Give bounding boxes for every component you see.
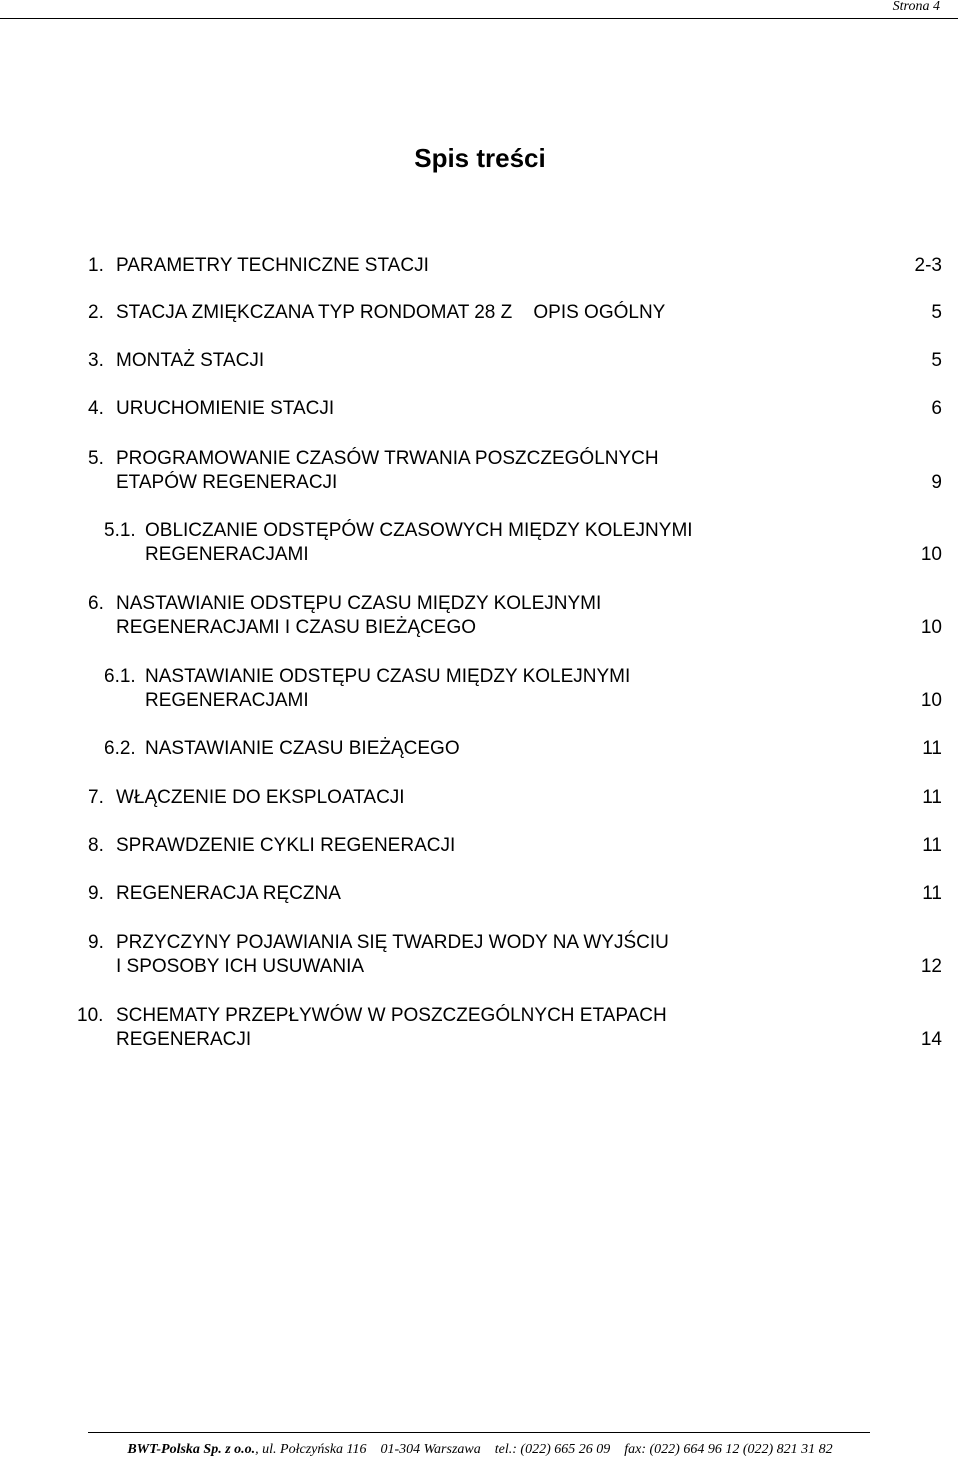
- toc-entry-title-line: SPRAWDZENIE CYKLI REGENERACJI: [116, 835, 456, 856]
- toc-entry-title-line: URUCHOMIENIE STACJI: [116, 398, 335, 419]
- toc-entry-page: 6: [931, 398, 942, 419]
- page-number-label: Strona 4: [892, 0, 940, 14]
- toc-entry-title-line: REGENERACJAMI: [145, 690, 309, 711]
- footer-company: BWT-Polska Sp. z o.o.: [127, 1442, 256, 1457]
- toc-entry-title: [116, 786, 405, 810]
- toc-entry-page: 11: [922, 883, 942, 904]
- toc-entry-page: 12: [920, 956, 942, 977]
- toc-entry-number: 5.: [88, 448, 104, 469]
- toc-entry-title-line: REGENERACJA RĘCZNA: [116, 883, 341, 904]
- toc-entry-title-line: NASTAWIANIE CZASU BIEŻĄCEGO: [145, 738, 460, 759]
- header-rule: [0, 18, 958, 19]
- toc-entry-title-line: I SPOSOBY ICH USUWANIA: [116, 956, 365, 977]
- toc-entry-title: [116, 882, 341, 906]
- toc-entry-title-line: ETAPÓW REGENERACJI: [116, 472, 338, 493]
- toc-entry-title-line: REGENERACJI: [116, 1029, 252, 1050]
- toc-entry-title-line: OBLICZANIE ODSTĘPÓW CZASOWYCH MIĘDZY KOLEJNYMI: [145, 520, 693, 541]
- toc-entry-number: 6.2.: [104, 738, 136, 759]
- toc-entry-page: 14: [920, 1029, 942, 1050]
- toc-entry-title: [116, 447, 659, 495]
- toc-entry-page: 10: [920, 690, 942, 711]
- toc-entry-title: [116, 931, 669, 979]
- toc-entry-number: 4.: [88, 398, 104, 419]
- toc-entry-title-line: PROGRAMOWANIE CZASÓW TRWANIA POSZCZEGÓLNYCH: [116, 448, 659, 469]
- footer-city: 01-304 Warszawa: [380, 1442, 481, 1457]
- toc-entry-number: 6.1.: [104, 666, 136, 687]
- toc-entry-title-line: STACJA ZMIĘKCZANA TYP RONDOMAT 28 Z OPIS OGÓLNY: [116, 302, 666, 323]
- toc-entry-number: 7.: [88, 787, 104, 808]
- page-title: Spis treści: [414, 143, 546, 173]
- toc-entry-title: [145, 737, 460, 761]
- toc-entry-number: 5.1.: [104, 520, 136, 541]
- toc-entry-page: 2-3: [914, 255, 942, 276]
- toc-entry-number: 9.: [88, 932, 104, 953]
- toc-entry-title-line: PRZYCZYNY POJAWIANIA SIĘ TWARDEJ WODY NA WYJŚCIU: [116, 932, 669, 953]
- footer: [0, 1441, 960, 1459]
- footer-rule: [88, 1432, 870, 1433]
- toc-entry-title: [116, 834, 455, 858]
- toc-entry-page: 9: [931, 472, 942, 493]
- footer-tel: : (022) 665 26 09: [512, 1442, 611, 1457]
- toc-entry-number: 3.: [88, 350, 104, 371]
- toc-entry-page: 11: [922, 835, 942, 856]
- toc-entry-title-line: SCHEMATY PRZEPŁYWÓW W POSZCZEGÓLNYCH ETAPACH: [116, 1005, 667, 1026]
- toc-entry-number: 1.: [88, 255, 104, 276]
- toc-entry-title-line: REGENERACJAMI I CZASU BIEŻĄCEGO: [116, 617, 476, 638]
- toc-entry-title-line: NASTAWIANIE ODSTĘPU CZASU MIĘDZY KOLEJNYMI: [145, 666, 631, 687]
- toc-entry-title: [116, 397, 334, 421]
- toc-entry-number: 9.: [88, 883, 104, 904]
- toc-entry-title: [116, 254, 429, 278]
- toc-entry-title-line: WŁĄCZENIE DO EKSPLOATACJI: [116, 787, 405, 808]
- toc-entry-page: 11: [922, 787, 942, 808]
- toc-entry-page: 10: [920, 617, 942, 638]
- toc-entry-page: 11: [922, 738, 942, 759]
- footer-street: , ul. Połczyńska 116: [255, 1442, 367, 1457]
- toc-entry-page: 10: [920, 544, 942, 565]
- toc-entry-title: [116, 592, 601, 640]
- toc-entry-title: [116, 349, 264, 373]
- toc-entry-title-line: REGENERACJAMI: [145, 544, 309, 565]
- toc-entry-page: 5: [931, 302, 942, 323]
- toc-entry-page: 5: [931, 350, 942, 371]
- toc-entry-number: 10.: [77, 1005, 104, 1026]
- toc-entry-title: [116, 1004, 667, 1052]
- toc-entry-number: 2.: [88, 302, 104, 323]
- toc-entry-number: 8.: [88, 835, 104, 856]
- toc-entry-title-line: MONTAŻ STACJI: [116, 350, 265, 371]
- toc-entry-title: [145, 519, 693, 567]
- toc-entry-number: 6.: [88, 593, 104, 614]
- toc-entry-title: [145, 665, 630, 713]
- toc-entry-title-line: NASTAWIANIE ODSTĘPU CZASU MIĘDZY KOLEJNYMI: [116, 593, 602, 614]
- toc-entry-title: [116, 301, 665, 325]
- footer-fax: fax: (022) 664 96 12 (022) 821 31 82: [624, 1442, 833, 1457]
- footer-tel-label: tel.: [494, 1442, 513, 1457]
- toc-entry-title-line: PARAMETRY TECHNICZNE STACJI: [116, 255, 429, 276]
